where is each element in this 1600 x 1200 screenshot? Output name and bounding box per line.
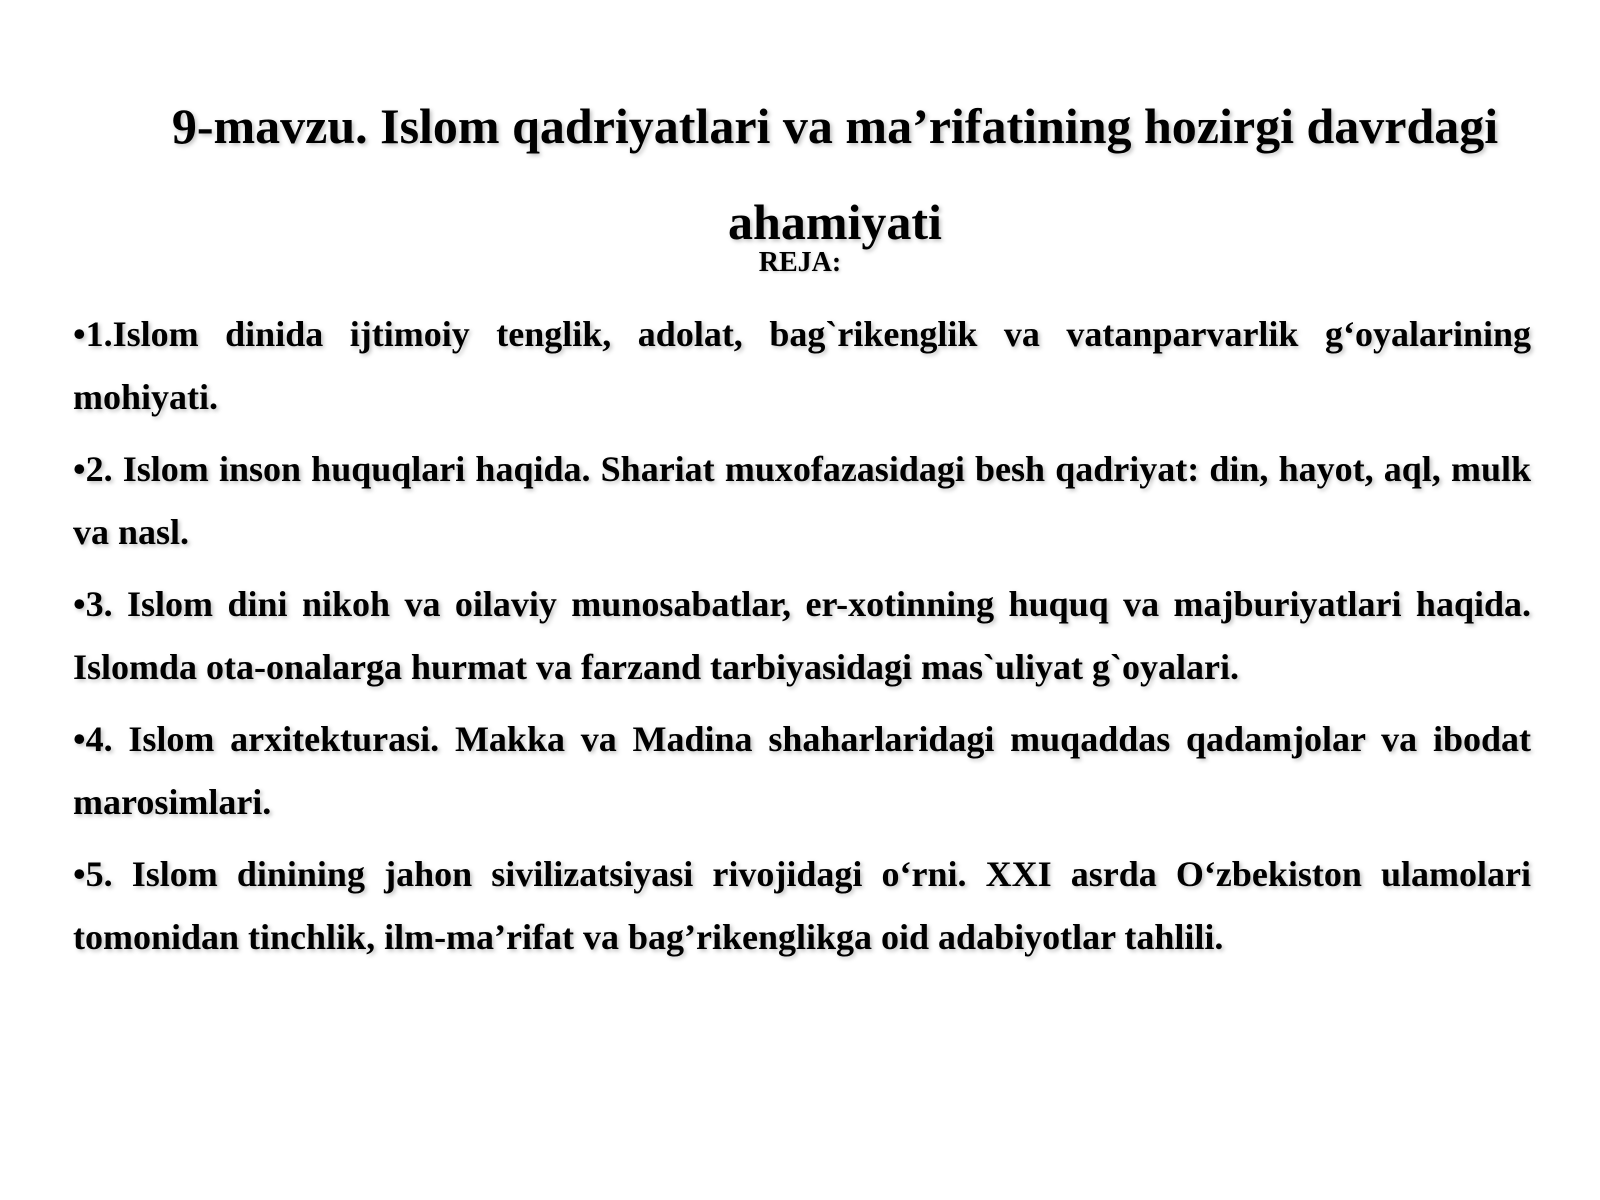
plan-item-2: •2. Islom inson huquqlari haqida. Shariat muxofazasidagi besh qadriyat: din, hayot, aql, mulk va nasl. [73,449,1531,552]
plan-item-3: •3. Islom dini nikoh va oilaviy munosabatlar, er-xotinning huquq va majburiyatlari haqida. Islomda ota-onalarga hurmat va farzand tarbiyasidagi mas`uliyat g`oyalari. [73,584,1531,687]
plan-item-1: •1.Islom dinida ijtimoiy tenglik, adolat, bag`rikenglik va vatanparvarlik g‘oyalarining mohiyati. [73,314,1531,417]
plan-list [73,303,1531,978]
plan-item-5: •5. Islom dinining jahon sivilizatsiyasi rivojidagi o‘rni. XXI asrda O‘zbekiston ulamolari tomonidan tinchlik, ilm-ma’rifat va bag’rikenglikga oid adabiyotlar tahlili. [73,854,1531,957]
slide-title: 9-mavzu. Islom qadriyatlari va ma’rifatining hozirgi davrdagi ahamiyati [171,98,1499,250]
plan-heading: REJA: [758,247,842,278]
plan-item-4: •4. Islom arxitekturasi. Makka va Madina shaharlaridagi muqaddas qadamjolar va ibodat marosimlari. [73,719,1531,822]
